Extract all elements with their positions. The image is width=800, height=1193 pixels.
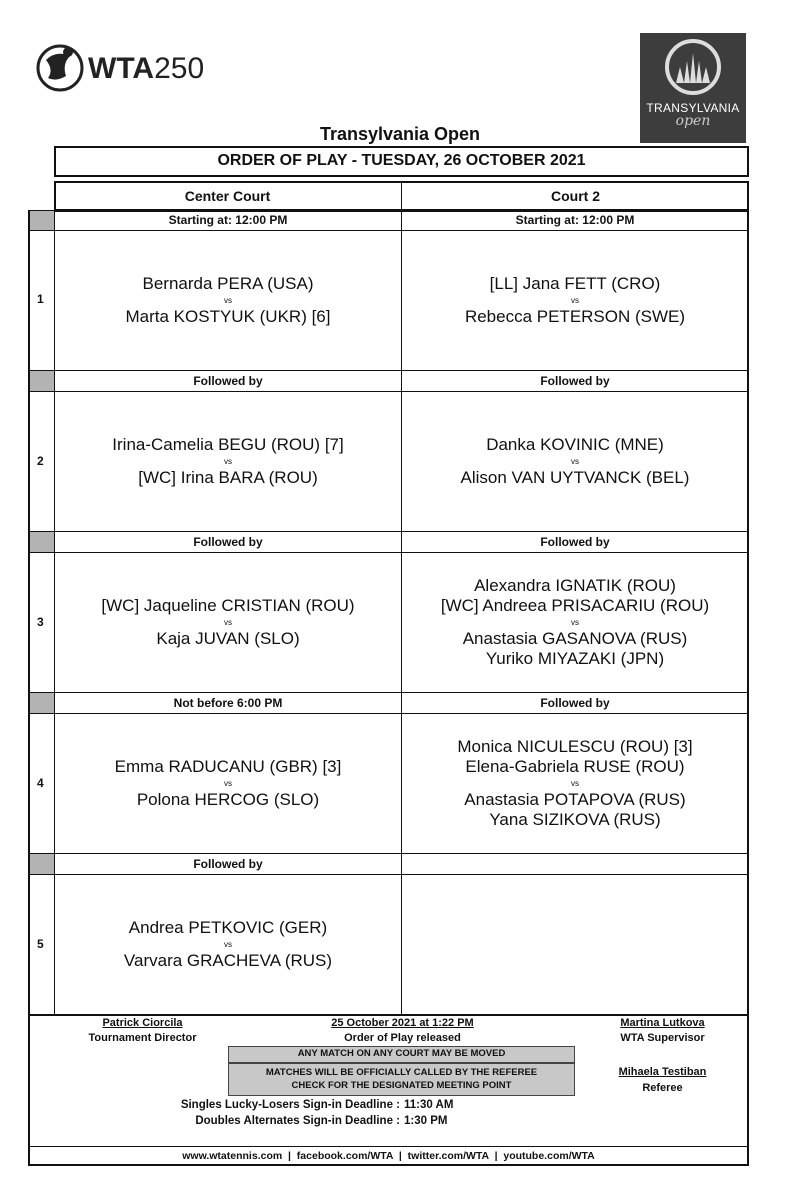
player-name: [WC] Irina BARA (ROU) bbox=[138, 468, 318, 487]
vs-label: vs bbox=[224, 618, 232, 627]
match-cell bbox=[55, 553, 401, 692]
event-logo bbox=[640, 33, 746, 143]
player-name: [WC] Andreea PRISACARIU (ROU) bbox=[440, 596, 710, 615]
slot-header: Followed by bbox=[193, 535, 263, 549]
court-2-title: Court 2 bbox=[551, 188, 600, 204]
court-center-title: Center Court bbox=[184, 188, 271, 204]
player-name: Bernarda PERA (USA) bbox=[142, 274, 314, 293]
match-cell bbox=[402, 553, 748, 692]
supervisor-role: WTA Supervisor bbox=[620, 1032, 705, 1044]
row-number: 5 bbox=[37, 937, 44, 951]
wta-player-icon bbox=[32, 38, 88, 98]
player-name: Polona HERCOG (SLO) bbox=[136, 790, 320, 809]
slot-header: Not before 6:00 PM bbox=[173, 696, 283, 710]
vs-label: vs bbox=[571, 779, 579, 788]
player-name: Kaja JUVAN (SLO) bbox=[156, 629, 300, 648]
vs-label: vs bbox=[571, 457, 579, 466]
release-label: Order of Play released bbox=[344, 1032, 461, 1044]
vs-label: vs bbox=[571, 296, 579, 305]
match-cell bbox=[402, 231, 748, 370]
event-logo-line1: TRANSYLVANIA bbox=[646, 101, 740, 115]
slot-header: Followed by bbox=[193, 857, 263, 871]
ll-deadline-label: Singles Lucky-Losers Sign-in Deadline : bbox=[180, 1099, 400, 1111]
vs-label: vs bbox=[571, 618, 579, 627]
vs-label: vs bbox=[224, 457, 232, 466]
supervisor-name: Martina Lutkova bbox=[620, 1017, 705, 1029]
wta-logo-tier: 250 bbox=[154, 52, 205, 85]
castle-icon bbox=[640, 37, 746, 103]
notice-referee-line2: CHECK FOR THE DESIGNATED MEETING POINT bbox=[291, 1080, 512, 1091]
notice-move-text: ANY MATCH ON ANY COURT MAY BE MOVED bbox=[297, 1048, 506, 1059]
page-title: Transylvania Open bbox=[319, 124, 481, 144]
slot-header: Followed by bbox=[193, 374, 263, 388]
player-name: Rebecca PETERSON (SWE) bbox=[464, 307, 686, 326]
player-name: Danka KOVINIC (MNE) bbox=[486, 435, 664, 454]
director-name: Patrick Ciorcila bbox=[102, 1017, 183, 1029]
release-date: 25 October 2021 at 1:22 PM bbox=[331, 1017, 474, 1029]
player-name: Alexandra IGNATIK (ROU) bbox=[474, 576, 676, 595]
player-name: Varvara GRACHEVA (RUS) bbox=[123, 951, 333, 970]
player-name: Elena-Gabriela RUSE (ROU) bbox=[465, 757, 685, 776]
player-name: Yuriko MIYAZAKI (JPN) bbox=[485, 649, 665, 668]
slot-header: Followed by bbox=[540, 374, 610, 388]
row-number: 4 bbox=[37, 776, 44, 790]
alt-deadline-label: Doubles Alternates Sign-in Deadline : bbox=[195, 1115, 400, 1127]
vs-label: vs bbox=[224, 940, 232, 949]
player-name: Alison VAN UYTVANCK (BEL) bbox=[460, 468, 690, 487]
event-logo-line2: open bbox=[675, 113, 711, 129]
alt-deadline-time: 1:30 PM bbox=[404, 1115, 448, 1127]
notice-referee-line1: MATCHES WILL BE OFFICIALLY CALLED BY THE REFEREE bbox=[265, 1067, 538, 1078]
slot-header: Followed by bbox=[540, 696, 610, 710]
match-cell bbox=[402, 392, 748, 531]
ll-deadline-time: 11:30 AM bbox=[404, 1099, 454, 1111]
slot-header: Starting at: 12:00 PM bbox=[515, 213, 635, 227]
vs-label: vs bbox=[224, 296, 232, 305]
player-name: Anastasia POTAPOVA (RUS) bbox=[464, 790, 686, 809]
player-name: [LL] Jana FETT (CRO) bbox=[489, 274, 661, 293]
player-name: Emma RADUCANU (GBR) [3] bbox=[114, 757, 342, 776]
vs-label: vs bbox=[224, 779, 232, 788]
player-name: Andrea PETKOVIC (GER) bbox=[128, 918, 328, 937]
match-cell bbox=[402, 714, 748, 853]
page-subtitle: ORDER OF PLAY - TUESDAY, 26 OCTOBER 2021 bbox=[217, 152, 586, 169]
referee-role: Referee bbox=[642, 1082, 683, 1094]
match-cell bbox=[55, 231, 401, 370]
match-cell bbox=[55, 392, 401, 531]
slot-header: Followed by bbox=[540, 535, 610, 549]
slot-header: Starting at: 12:00 PM bbox=[168, 213, 288, 227]
referee-name: Mihaela Testiban bbox=[618, 1066, 707, 1078]
match-cell bbox=[55, 875, 401, 1014]
player-name: Anastasia GASANOVA (RUS) bbox=[462, 629, 688, 648]
player-name: [WC] Jaqueline CRISTIAN (ROU) bbox=[101, 596, 355, 615]
footer-links: www.wtatennis.com | facebook.com/WTA | twitter.com/WTA | youtube.com/WTA bbox=[182, 1150, 595, 1162]
match-cell bbox=[55, 714, 401, 853]
director-role: Tournament Director bbox=[88, 1032, 197, 1044]
row-number: 2 bbox=[37, 454, 44, 468]
row-number: 1 bbox=[37, 292, 44, 306]
row-number: 3 bbox=[37, 615, 44, 629]
player-name: Yana SIZIKOVA (RUS) bbox=[489, 810, 661, 829]
player-name: Irina-Camelia BEGU (ROU) [7] bbox=[112, 435, 344, 454]
wta-logo bbox=[32, 38, 207, 98]
player-name: Marta KOSTYUK (UKR) [6] bbox=[125, 307, 331, 326]
wta-logo-brand: WTA bbox=[88, 52, 155, 85]
player-name: Monica NICULESCU (ROU) [3] bbox=[457, 737, 693, 756]
